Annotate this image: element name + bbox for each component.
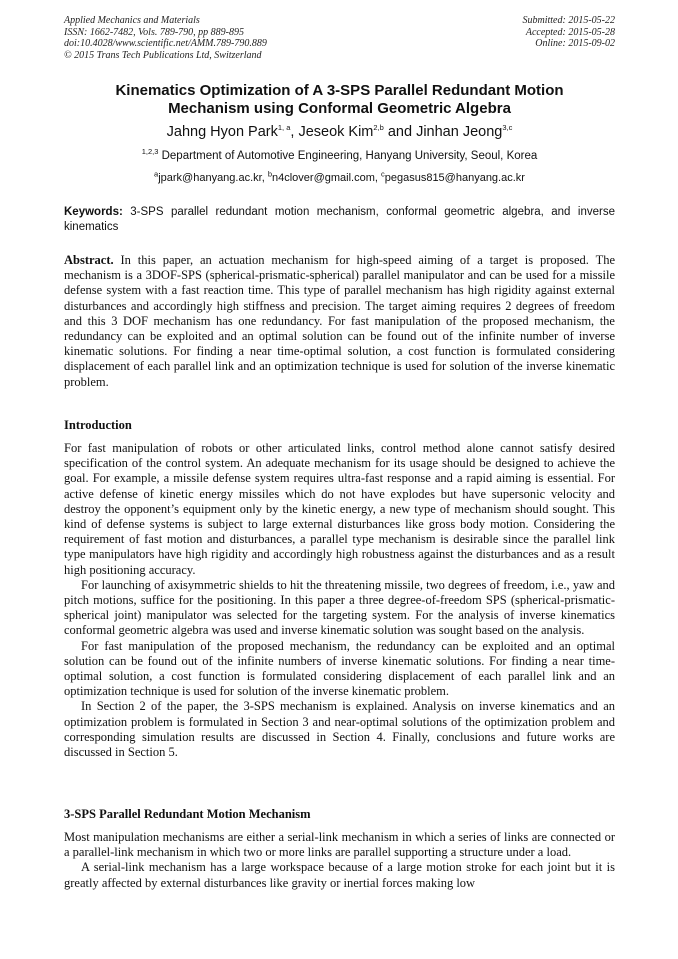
section-heading-introduction: Introduction xyxy=(64,418,132,432)
author-emails xyxy=(64,171,615,185)
paper-title xyxy=(64,82,615,118)
author-2-affil: 2,b xyxy=(373,123,384,133)
keywords-text: 3-SPS parallel redundant motion mechanism, conformal geometric algebra, and inverse kinematics xyxy=(64,206,615,233)
affiliation xyxy=(64,149,615,163)
paragraph: For fast manipulation of the proposed mechanism, the redundancy can be exploited and an optimal solution can be found out of the infinite numbers of inverse kinematic solutions. For finding a near time-optimal solution, a cost function is formulated considering displacement of each parallel link and an optimization technique is used for solution of the inverse kinematic problem. xyxy=(64,638,615,699)
paragraph: In Section 2 of the paper, the 3-SPS mechanism is explained. Analysis on inverse kinematics and an optimization problem is formulated in Section 3 and near-optimal solutions of the optimization problem and corresponding simulation results are discussed in Section 4. Finally, conclusions and future works are discussed in Section 5. xyxy=(64,699,615,760)
author-2: Jeseok Kim xyxy=(298,124,374,140)
journal-issn: ISSN: 1662-7482, Vols. 789-790, pp 889-895 xyxy=(64,26,244,38)
paper-title-line-2: Mechanism using Conformal Geometric Algebra xyxy=(168,100,511,117)
affiliation-text: Department of Automotive Engineering, Hanyang University, Seoul, Korea xyxy=(158,150,538,162)
author-separator: , xyxy=(290,124,299,140)
online-date: Online: 2015-09-02 xyxy=(535,38,615,49)
journal-info xyxy=(64,15,267,61)
abstract-label: Abstract. xyxy=(64,253,114,267)
paragraph: For launching of axisymmetric shields to hit the threatening missile, two degrees of freedom, i.e., yaw and pitch motions, suffice for the positioning. In this paper a three degree-of-freedom SPS (spherical-prismatic-spherical joint) manipulator was selected for the targeting system. For the analysis of inverse kinematics conformal geometric algebra was used and inverse kinematic solution was sought based on the analysis. xyxy=(64,577,615,638)
author-3: Jinhan Jeong xyxy=(416,124,503,140)
journal-name: Applied Mechanics and Materials xyxy=(64,15,200,26)
introduction-body xyxy=(64,441,615,760)
email-marker-c: c xyxy=(380,169,385,179)
email-marker-b: b xyxy=(267,169,272,179)
journal-copyright: © 2015 Trans Tech Publications Ltd, Switzerland xyxy=(64,49,262,61)
paragraph: Most manipulation mechanisms are either a serial-link mechanism in which a series of links are connected or a parallel-link mechanism in which two or more links are parallel supporting a structure under a load. xyxy=(64,830,615,860)
email-marker-a: a xyxy=(154,169,159,179)
abstract-text: In this paper, an actuation mechanism for high-speed aiming of a target is proposed. The mechanism is a 3DOF-SPS (spherical-prismatic-spherical) parallel manipulator and can be used for a missile defense system with a fast reaction time. This type of parallel mechanism has high rigidity against external disturbances and accordingly high stiffness and precision. The target aiming requires 2 degrees of freedom and this 3 DOF mechanism has one redundancy. For fast manipulation of the proposed mechanism, the redundancy can be exploited and an optimal solution can be found out of the infinite number of inverse kinematic solutions. For finding a near time-optimal solution, a cost function is formulated considering displacement of each parallel link and an optimization technique is used for solution of the inverse kinematic problem. xyxy=(64,253,615,389)
submitted-date: Submitted: 2015-05-22 xyxy=(522,15,615,26)
paragraph: For fast manipulation of robots or other articulated links, control method alone cannot satisfy desired specification of the control system. An adequate mechanism for its usage should be designed to achieve the goal. For example, a missile defense system requires ultra-fast response and a rapid aiming is essential. For active defense of kinetic energy missiles which do not have explodes but have supersonic velocity and destroy the opponent’s equipment only by the kinetic energy, a new type of mechanism should sought. This kind of defense systems is subject to large external disturbances like gross body motion. Considering the requirement of fast motion and disturbances, a parallel type mechanism is desirable since the parallel link type manipulators have high rigidity and accordingly high robustness against the disturbances and as a result high positioning accuracy. xyxy=(64,441,615,577)
keywords-label: Keywords: xyxy=(64,206,123,218)
abstract xyxy=(64,253,615,390)
section-heading-mechanism: 3-SPS Parallel Redundant Motion Mechanism xyxy=(64,807,311,821)
paper-title-line-1: Kinematics Optimization of A 3-SPS Parallel Redundant Motion xyxy=(115,82,564,99)
author-separator: and xyxy=(383,124,417,140)
keywords xyxy=(64,205,615,235)
email-c[interactable]: pegasus815@hanyang.ac.kr xyxy=(384,172,525,184)
paragraph: A serial-link mechanism has a large workspace because of a large motion stroke for each joint but it is greatly affected by external disturbances like gravity or inertial forces making low xyxy=(64,860,615,890)
accepted-date: Accepted: 2015-05-28 xyxy=(525,26,615,38)
affiliation-marker: 1,2,3 xyxy=(141,147,159,157)
journal-doi[interactable]: doi:10.4028/www.scientific.net/AMM.789-790.889 xyxy=(64,38,267,49)
email-a[interactable]: jpark@hanyang.ac.kr, xyxy=(158,172,268,184)
submission-dates xyxy=(523,15,616,50)
author-3-affil: 3,c xyxy=(502,123,513,133)
author-1-affil: 1, a xyxy=(277,123,291,133)
mechanism-section-body xyxy=(64,830,615,891)
author-1: Jahng Hyon Park xyxy=(166,124,278,140)
author-list xyxy=(64,123,615,141)
email-b[interactable]: n4clover@gmail.com, xyxy=(272,172,381,184)
